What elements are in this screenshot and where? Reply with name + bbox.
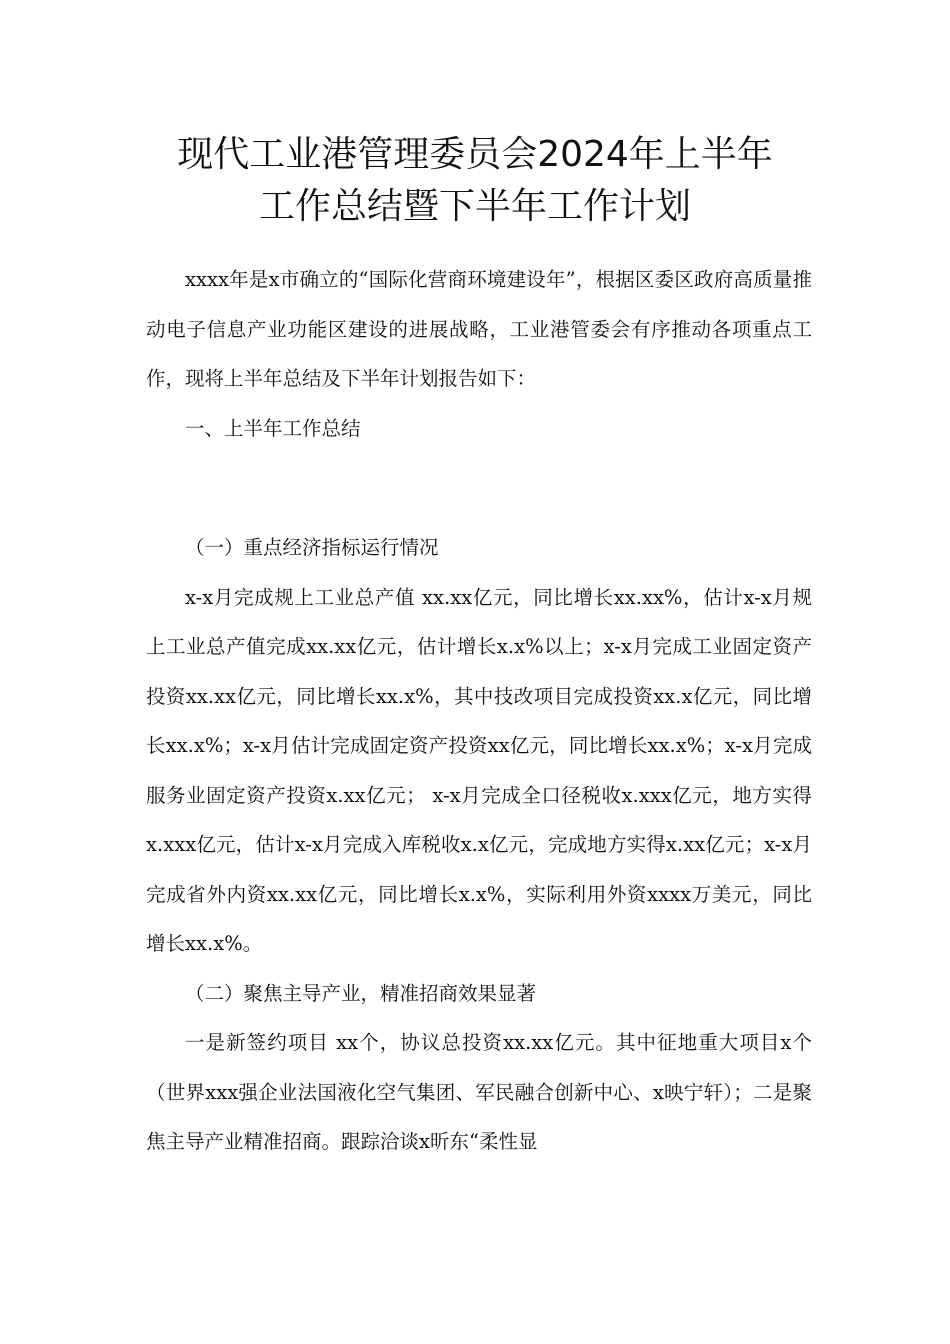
subsection-2-heading: （二）聚焦主导产业，精准招商效果显著 — [185, 981, 537, 1005]
subsection-1-heading: （一）重点经济指标运行情况 — [185, 536, 439, 559]
subsection-2-paragraph: 一是新签约项目 xx个，协议总投资xx.xx亿元。其中征地重大项目x个（世界xxx强企业法国液化空气集团、军民融合创新中心、x映宁轩）；二是聚焦主导产业精准招商。跟踪洽谈x昕东“柔性显 — [146, 1031, 812, 1153]
document-title-line-1: 现代工业港管理委员会2024年上半年 — [177, 134, 773, 175]
document-title-line-2: 工作总结暨下半年工作计划 — [258, 186, 691, 227]
document-body — [146, 255, 812, 1167]
section-1-heading: 一、上半年工作总结 — [185, 416, 361, 440]
intro-paragraph: xxxx年是x市确立的“国际化营商环境建设年”，根据区委区政府高质量推动电子信息产业功能区建设的进展战略，工业港管委会有序推动各项重点工作，现将上半年总结及下半年计划报告如下： — [146, 268, 812, 390]
subsection-1-paragraph: x-x月完成规上工业总产值 xx.xx亿元，同比增长xx.xx%，估计x-x月规上工业总产值完成xx.xx亿元，估计增长x.x%以上；x-x月完成工业固定资产投资xx.xx亿元，同比增长xx.x%，其中技改项目完成投资xx.x亿元，同比增长xx.x%；x-x月估计完成固定资产投资xx亿元，同比增长xx.x%；x-x月完成服务业固定资产投资x.xx亿元； x-x月完成全口径税收x.xxx亿元，地方实得x.xxx亿元，估计x-x月完成入库税收x.x亿元，完成地方实得x.xx亿元；x-x月完成省外内资xx.xx亿元，同比增长x.x%，实际利用外资xxxx万美元，同比增长xx.x%。 — [146, 585, 812, 955]
